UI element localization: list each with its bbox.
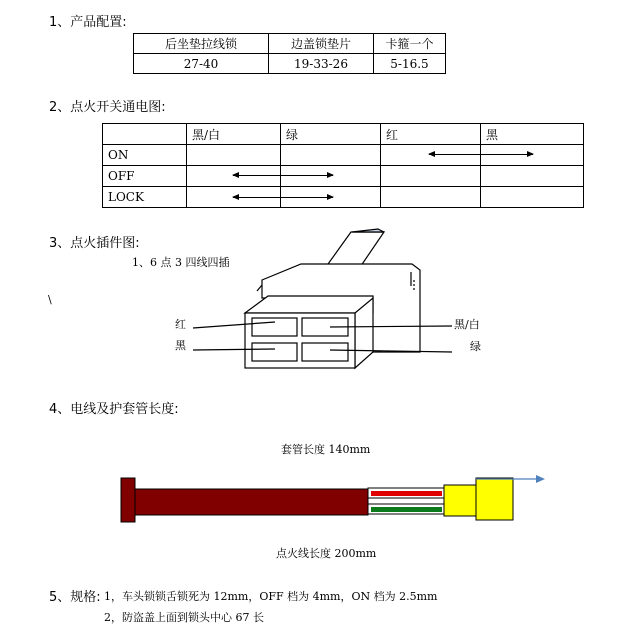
green-wire: [371, 507, 442, 512]
config-value-seat-lock: 27-40: [134, 54, 269, 74]
config-header-cover-washer: 边盖锁垫片: [269, 34, 374, 54]
label-black-white: 黑/白: [454, 318, 480, 331]
config-value-cover-washer: 19-33-26: [269, 54, 374, 74]
connector-subtitle: 1、6 点 3 四线四插: [132, 256, 230, 269]
label-red: 红: [175, 318, 186, 331]
switch-col-red: 红: [381, 124, 481, 145]
section5-heading: 5、规格:: [49, 590, 101, 605]
switch-row-lock: LOCK: [103, 187, 187, 208]
section1-heading: 1、产品配置:: [49, 15, 127, 30]
connector-block-large: [476, 478, 513, 520]
spec-line-1: 1，车头锁锁舌锁死为 12mm，OFF 档为 4mm，ON 档为 2.5mm: [104, 590, 438, 603]
switch-col-black: 黑: [481, 124, 584, 145]
label-black: 黑: [175, 339, 186, 352]
section3-heading: 3、点火插件图:: [49, 236, 140, 251]
config-header-clamp: 卡箍一个: [374, 34, 446, 54]
section2-heading: 2、点火开关通电图:: [49, 100, 166, 115]
sleeve-end-cap: [121, 478, 135, 522]
config-value-clamp: 5-16.5: [374, 54, 446, 74]
label-green: 绿: [470, 340, 481, 353]
switch-col-black-white: 黑/白: [187, 124, 281, 145]
stray-mark: \: [48, 293, 52, 306]
config-header-seat-lock: 后坐垫拉线锁: [134, 34, 269, 54]
section4-heading: 4、电线及护套管长度:: [49, 402, 179, 417]
switch-col-green: 绿: [281, 124, 381, 145]
switch-row-off: OFF: [103, 166, 187, 187]
switch-row-on: ON: [103, 145, 187, 166]
dimension-arrow-head: [536, 475, 545, 483]
spec-line-2: 2，防盗盖上面到锁头中心 67 长: [104, 611, 264, 624]
red-wire: [371, 491, 442, 496]
wire-length-label: 点火线长度 200mm: [276, 547, 377, 560]
connector-block-small: [444, 485, 476, 516]
sleeve-tube: [135, 489, 368, 515]
sleeve-length-label: 套管长度 140mm: [281, 443, 371, 456]
